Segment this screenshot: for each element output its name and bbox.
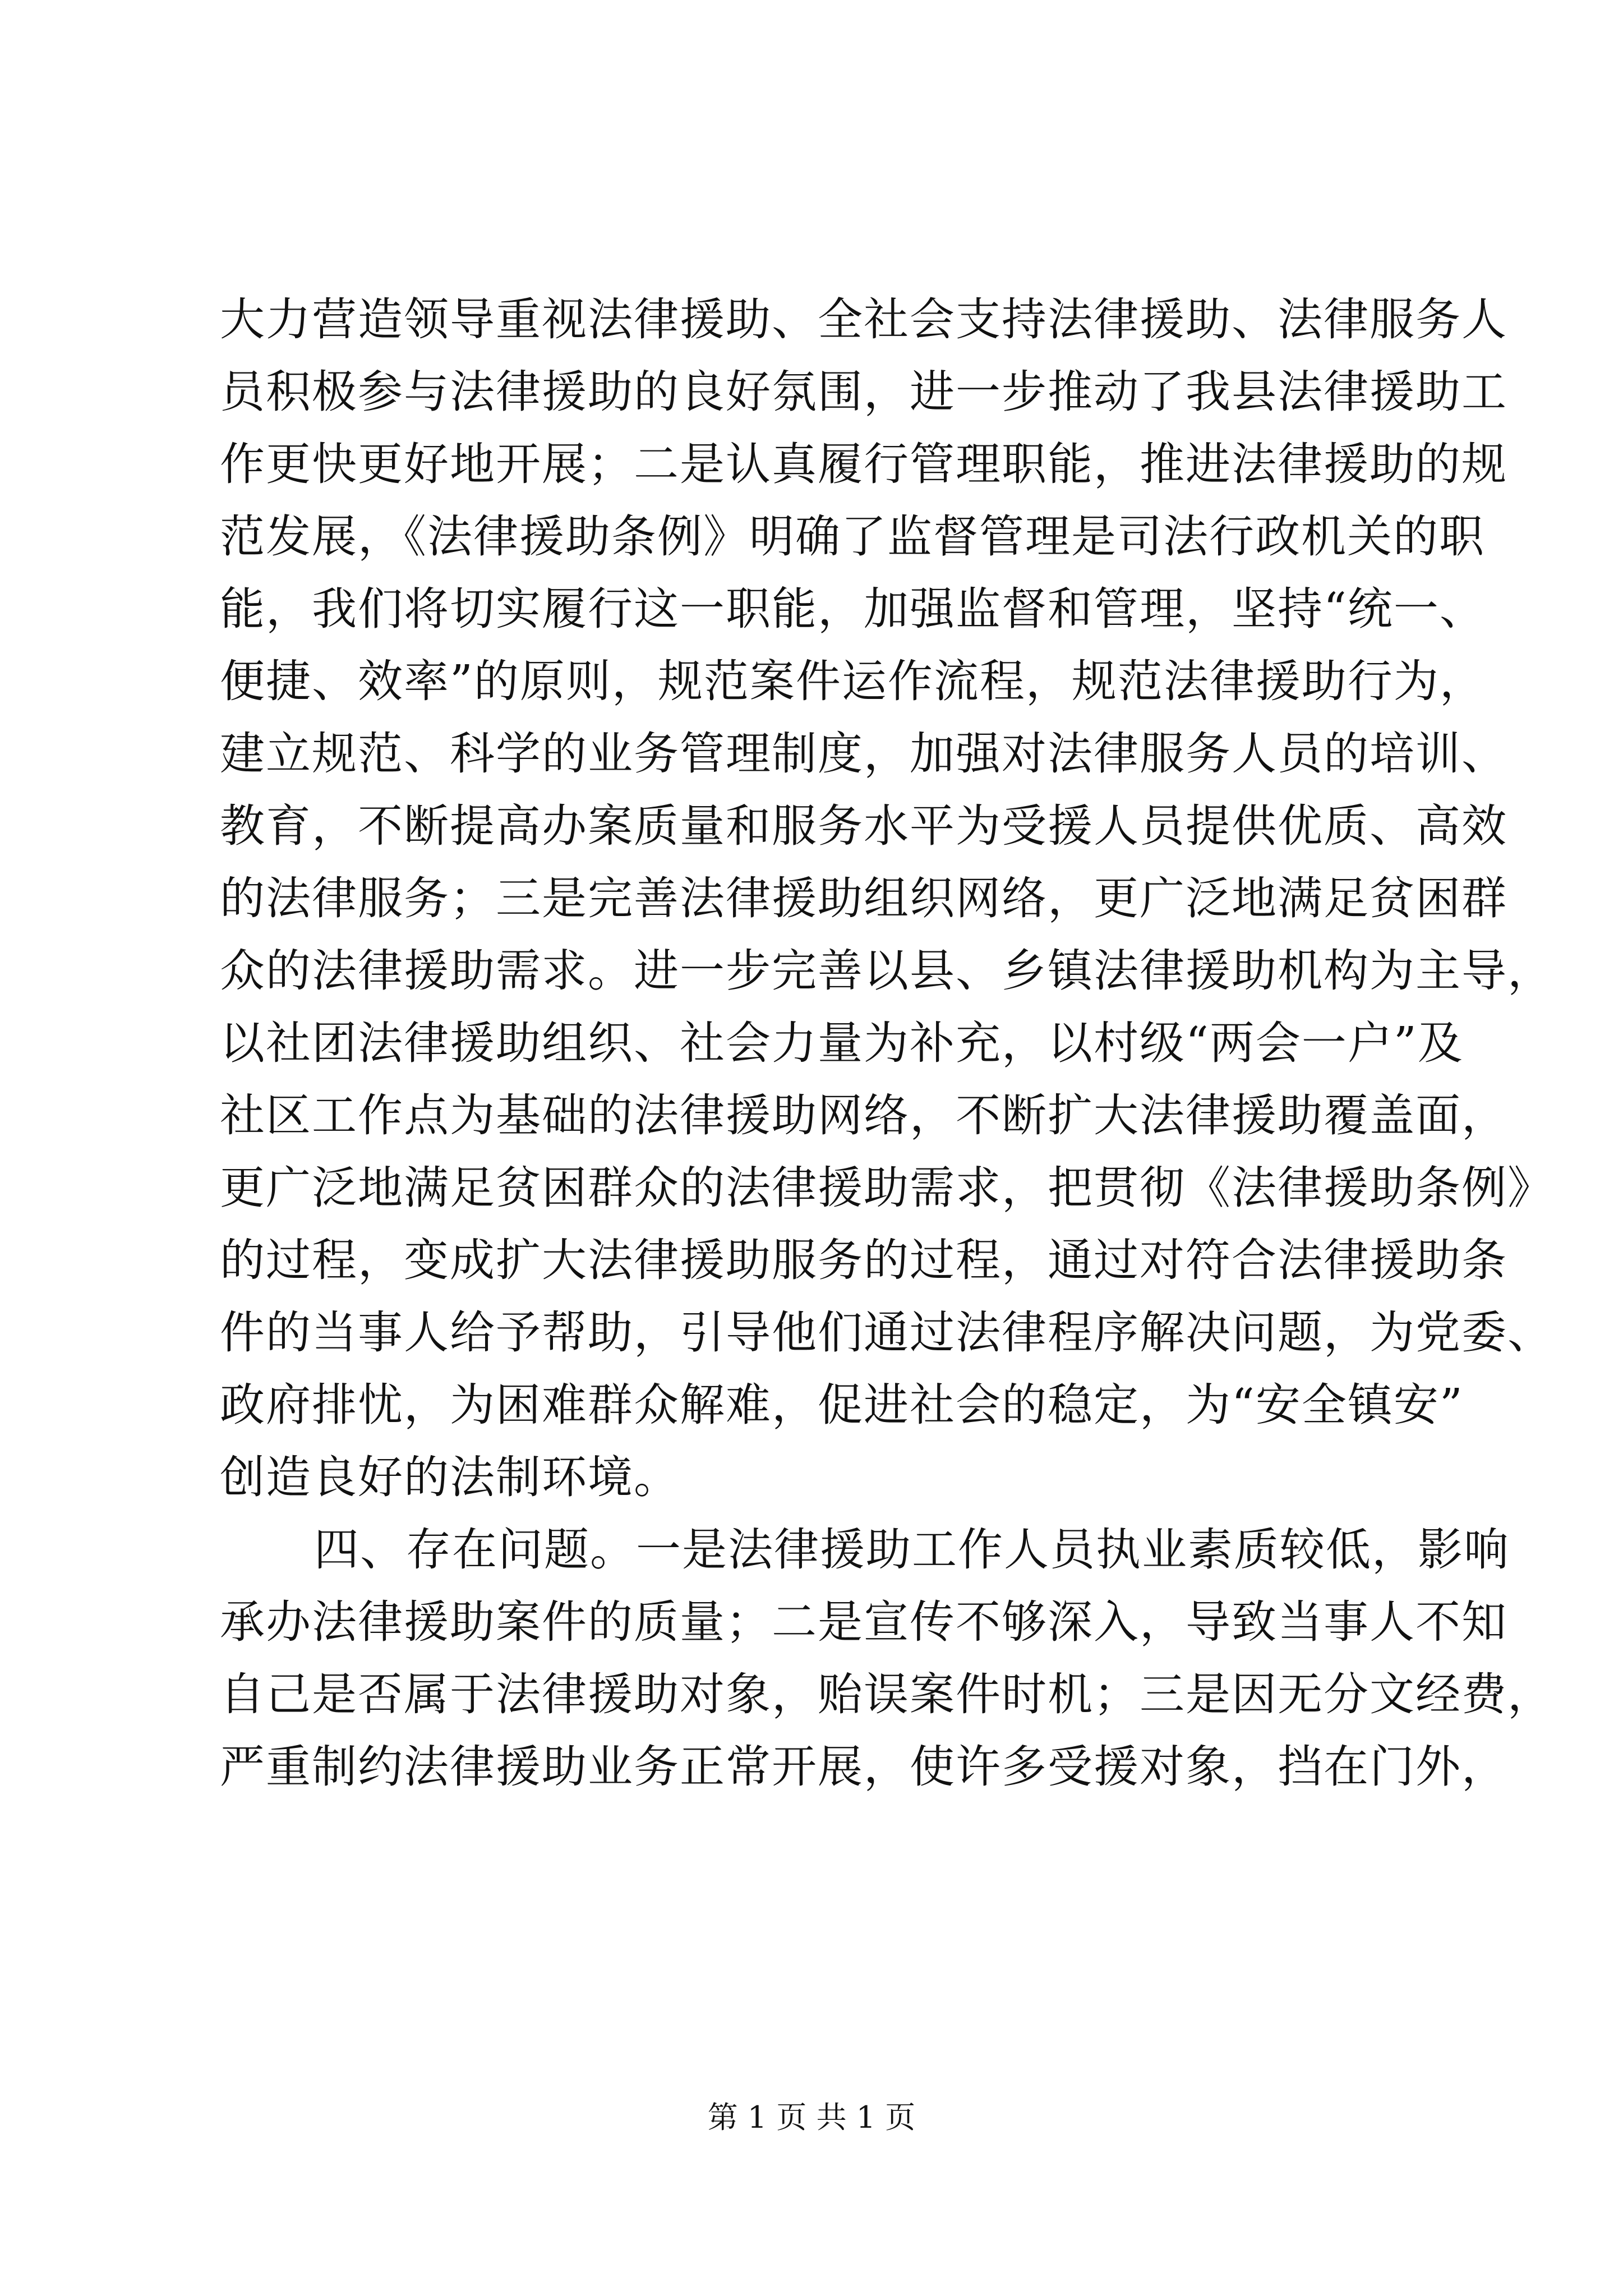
text-line: 承办法律援助案件的质量；二是宣传不够深入，导致当事人不知 bbox=[220, 1596, 1507, 1648]
text-line: 众的法律援助需求。进一步完善以县、乡镇法律援助机构为主导， bbox=[220, 945, 1553, 997]
text-line: 件的当事人给予帮助，引导他们通过法律程序解决问题，为党委、 bbox=[220, 1306, 1553, 1359]
text-line: 的法律服务；三是完善法律援助组织网络，更广泛地满足贫困群 bbox=[220, 872, 1507, 924]
text-line: 便捷、效率”的原则，规范案件运作流程，规范法律援助行为， bbox=[220, 655, 1486, 707]
text-line: 员积极参与法律援助的良好氛围，进一步推动了我县法律援助工 bbox=[220, 366, 1507, 418]
page-number-footer: 第 1 页 共 1 页 bbox=[707, 2100, 916, 2135]
text-line: 政府排忧，为困难群众解难，促进社会的稳定，为“安全镇安” bbox=[220, 1379, 1464, 1431]
text-line: 社区工作点为基础的法律援助网络，不断扩大法律援助覆盖面， bbox=[220, 1089, 1507, 1142]
text-line: 自己是否属于法律援助对象，贻误案件时机；三是因无分文经费， bbox=[220, 1668, 1553, 1720]
text-line: 的过程，变成扩大法律援助服务的过程，通过对符合法律援助条 bbox=[220, 1234, 1507, 1286]
text-line: 范发展，《法律援助条例》明确了监督管理是司法行政机关的职 bbox=[220, 510, 1485, 563]
text-line: 创造良好的法制环境。 bbox=[220, 1451, 680, 1503]
text-line: 作更快更好地开展；二是认真履行管理职能，推进法律援助的规 bbox=[220, 438, 1507, 490]
document-body bbox=[220, 283, 1553, 1803]
text-line: 更广泛地满足贫困群众的法律援助需求，把贯彻《法律援助条例》 bbox=[220, 1162, 1553, 1214]
section-heading-line: 四、存在问题。一是法律援助工作人员执业素质较低，影响 bbox=[314, 1524, 1510, 1576]
text-line: 以社团法律援助组织、社会力量为补充，以村级“两会一户”及 bbox=[220, 1017, 1464, 1069]
text-line: 教育，不断提高办案质量和服务水平为受援人员提供优质、高效 bbox=[220, 800, 1507, 852]
text-line: 大力营造领导重视法律援助、全社会支持法律援助、法律服务人 bbox=[220, 293, 1507, 346]
text-line: 建立规范、科学的业务管理制度，加强对法律服务人员的培训、 bbox=[220, 728, 1507, 780]
text-line: 严重制约法律援助业务正常开展，使许多受援对象，挡在门外， bbox=[220, 1741, 1507, 1793]
text-line: 能，我们将切实履行这一职能，加强监督和管理，坚持“统一、 bbox=[220, 583, 1486, 635]
